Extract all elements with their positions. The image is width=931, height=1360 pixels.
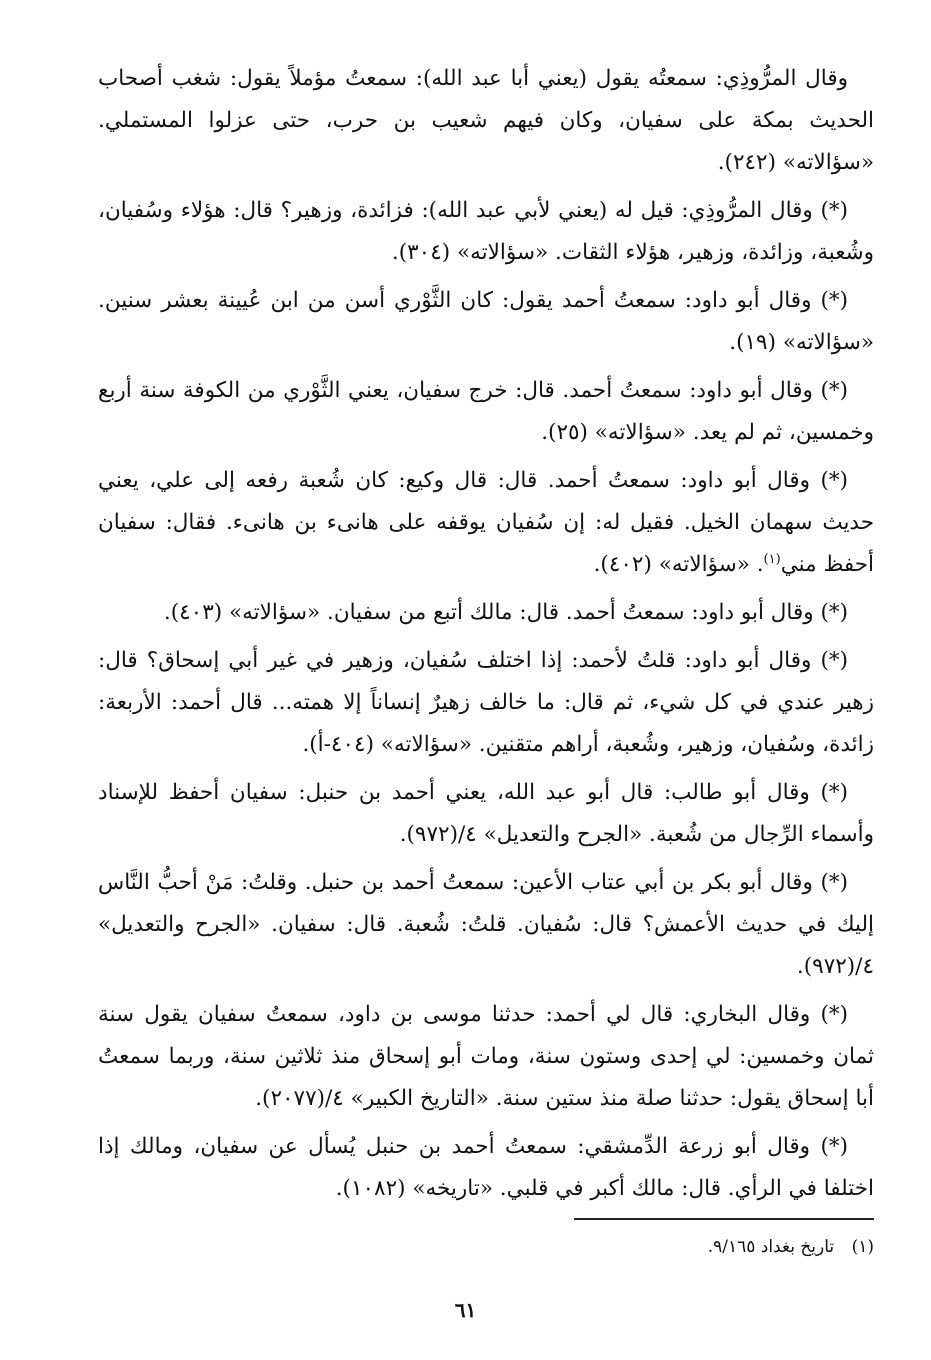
paragraph: (*) وقال أبو داود: سمعتُ أحمد. قال: خرج سفيان، يعني الثَّوْري من الكوفة سنة أربع وخمسين، ثم لم يعد. «سؤالاته» (٢٥). bbox=[98, 378, 874, 445]
page-body bbox=[98, 58, 874, 1216]
paragraph: (*) وقال المرُّوذِي: قيل له (يعني لأبي عبد الله): فزائدة، وزهير؟ قال: هؤلاء وسُفيان، وشُعبة، وزائدة، وزهير، هؤلاء الثقات. «سؤالاته» (٣٠٤). bbox=[98, 198, 874, 265]
footnote-reference: (١) bbox=[763, 551, 781, 567]
footnote-number: (١) bbox=[851, 1237, 874, 1257]
paragraph: (*) وقال البخاري: قال لي أحمد: حدثنا موسى بن داود، سمعتُ سفيان يقول سنة ثمان وخمسين: لي إحدى وستون سنة، ومات أبو إسحاق منذ ثلاثين سنة، وربما سمعتُ أبا إسحاق يقول: حدثنا صلة منذ ستين سنة. «التاريخ الكبير» ٤/(٢٠٧٧). bbox=[98, 1002, 874, 1111]
paragraph: (*) وقال أبو داود: قلتُ لأحمد: إذا اختلف سُفيان، وزهير في غير أبي إسحاق؟ قال: زهير عندي في كل شيء، ثم قال: ما خالف زهيرٌ إنساناً إلا همته... قال أحمد: الأربعة: زائدة، وسُفيان، وزهير، وشُعبة، أراهم متقنين. «سؤالاته» (٤٠٤-أ). bbox=[98, 648, 874, 757]
paragraph: (*) وقال أبو داود: سمعتُ أحمد يقول: كان الثَّوْري أسن من ابن عُيينة بعشر سنين. «سؤالاته» (١٩). bbox=[98, 288, 874, 355]
footnote-divider bbox=[574, 1218, 874, 1220]
paragraph: وقال المرُّوذِي: سمعتُه يقول (يعني أبا عبد الله): سمعتُ مؤملاً يقول: شغب أصحاب الحديث بمكة على سفيان، وكان فيهم شعيب بن حرب، حتى عزلوا المستملي. «سؤالاته» (٢٤٢). bbox=[98, 66, 874, 175]
paragraph: (*) وقال أبو داود: سمعتُ أحمد. قال: مالك أتبع من سفيان. «سؤالاته» (٤٠٣). bbox=[163, 600, 848, 625]
paragraph: (*) وقال أبو طالب: قال أبو عبد الله، يعني أحمد بن حنبل: سفيان أحفظ للإسناد وأسماء الرِّجال من شُعبة. «الجرح والتعديل» ٤/(٩٧٢). bbox=[98, 780, 874, 847]
footnote bbox=[98, 1232, 874, 1262]
paragraph: (*) وقال أبو زرعة الدِّمشقي: سمعتُ أحمد بن حنبل يُسأل عن سفيان، ومالك إذا اختلفا في الرأي. قال: مالك أكبر في قلبي. «تاريخه» (١٠٨٢). bbox=[98, 1134, 874, 1201]
paragraph-with-footnote bbox=[98, 460, 874, 586]
paragraph-text: (*) وقال أبو داود: سمعتُ أحمد. قال: قال وكيع: كان شُعبة رفعه إلى علي، يعني حديث سهمان الخيل. فقيل له: إن سُفيان يوقفه على هانىء بن هانىء. فقال: سفيان أحفظ مني bbox=[98, 468, 874, 577]
page-number: ٦١ bbox=[454, 1298, 477, 1322]
footnote-text: تاريخ بغداد ٩/١٦٥. bbox=[707, 1237, 835, 1257]
paragraph-tail: . «سؤالاته» (٤٠٢). bbox=[593, 552, 764, 577]
paragraph: (*) وقال أبو بكر بن أبي عتاب الأعين: سمعتُ أحمد بن حنبل. وقلتُ: مَنْ أحبُّ النَّاس إليك في حديث الأعمش؟ قال: سُفيان. قلتُ: شُعبة. قال: سفيان. «الجرح والتعديل» ٤/(٩٧٢). bbox=[98, 870, 874, 979]
